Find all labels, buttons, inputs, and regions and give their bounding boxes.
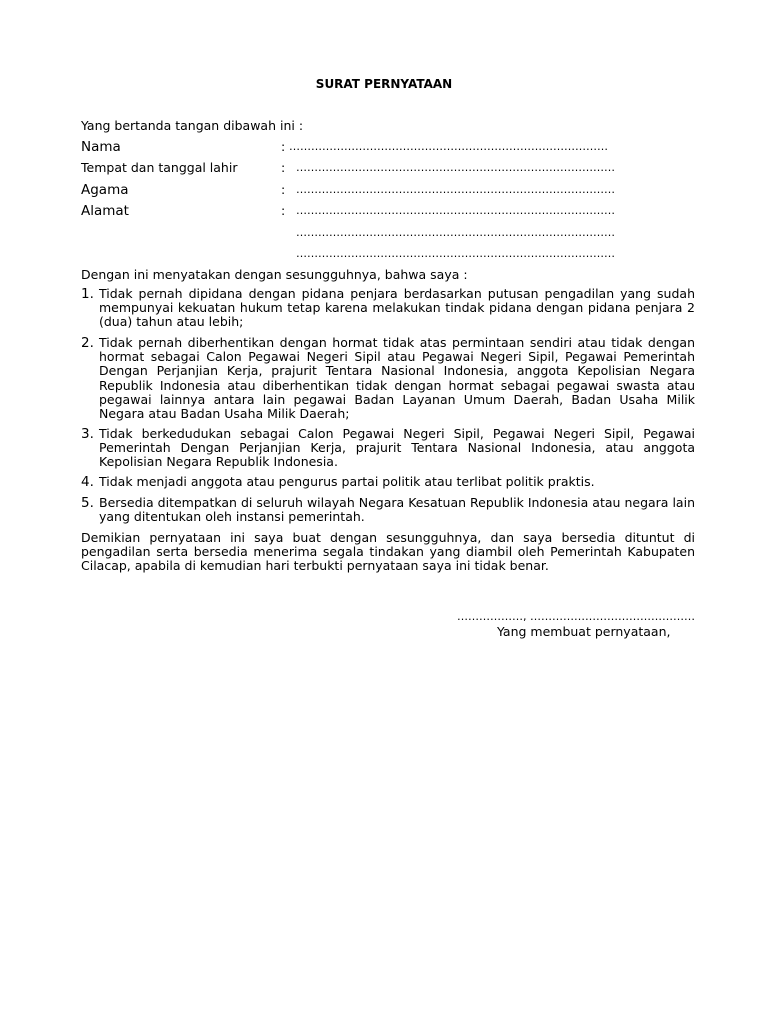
item-text: Bersedia ditempatkan di seluruh wilayah Negara Kesatuan Republik Indonesia atau negara lain yang ditentukan oleh instansi pemerintah. [99, 495, 695, 525]
item-number: 5. [81, 495, 94, 511]
document-title: SURAT PERNYATAAN [315, 77, 453, 91]
item-text: Tidak menjadi anggota atau pengurus partai politik atau terlibat politik praktis. [99, 474, 595, 489]
statement-item-1 [81, 287, 695, 330]
closing-paragraph: Demikian pernyataan ini saya buat dengan sesungguhnya, dan saya bersedia dituntut di pengadilan serta bersedia menerima segala tindakan yang diambil oleh Pemerintah Kabupaten Cilacap, apabila di kemudian hari terbukti pernyataan saya ini tidak benar. [81, 530, 695, 574]
item-text: Tidak pernah diberhentikan dengan hormat tidak atas permintaan sendiri atau tidak dengan hormat sebagai Calon Pegawai Negeri Sipil atau Pegawai Negeri Sipil, Pegawai Pemerintah Dengan Perjanjian Kerja, prajurit Tentara Nasional Indonesia, anggota Kepolisian Negara Republik Indonesia atau diberhentikan tidak dengan hormat sebagai pegawai swasta atau pegawai lainnya antara lain pegawai Badan Layanan Umum Daerah, Badan Usaha Milik Negara atau Badan Usaha Milik Daerah; [99, 335, 695, 422]
statement-item-2 [81, 336, 695, 421]
field-blank: …………………………………………………………………………… [289, 140, 608, 153]
field-colon: : [281, 160, 286, 175]
field-label: Nama [81, 139, 121, 155]
place-date-blank: ………………, ……………………………………… [457, 610, 695, 623]
intro-text: Yang bertanda tangan dibawah ini : [81, 118, 304, 133]
statement-item-5 [81, 496, 695, 524]
item-number: 3. [81, 426, 94, 442]
item-number: 1. [81, 286, 94, 302]
field-colon: : [281, 182, 286, 197]
field-blank: …………………………………………………………………………… [296, 204, 615, 217]
signer-label: Yang membuat pernyataan, [497, 624, 671, 639]
field-label: Agama [81, 182, 129, 198]
statement-item-4 [81, 475, 695, 489]
field-blank: …………………………………………………………………………… [296, 183, 615, 196]
field-colon: : [281, 203, 286, 218]
field-blank: …………………………………………………………………………… [296, 161, 615, 174]
item-number: 4. [81, 474, 94, 490]
statement-item-3 [81, 427, 695, 470]
item-text: Tidak berkedudukan sebagai Calon Pegawai Negeri Sipil, Pegawai Negeri Sipil, Pegawai Pemerintah Dengan Perjanjian Kerja, prajurit Tentara Nasional Indonesia, atau anggota Kepolisian Negara Republik Indonesia. [99, 426, 695, 470]
address-continuation-line: …………………………………………………………………………… [296, 247, 615, 260]
field-colon: : [281, 139, 286, 154]
declaration-intro: Dengan ini menyatakan dengan sesungguhnya, bahwa saya : [81, 267, 468, 282]
field-label: Tempat dan tanggal lahir [81, 160, 238, 175]
address-continuation-line: …………………………………………………………………………… [296, 226, 615, 239]
item-number: 2. [81, 335, 94, 351]
item-text: Tidak pernah dipidana dengan pidana penjara berdasarkan putusan pengadilan yang sudah mempunyai kekuatan hukum tetap karena melakukan tindak pidana dengan pidana penjara 2 (dua) tahun atau lebih; [99, 286, 695, 330]
field-label: Alamat [81, 203, 129, 219]
